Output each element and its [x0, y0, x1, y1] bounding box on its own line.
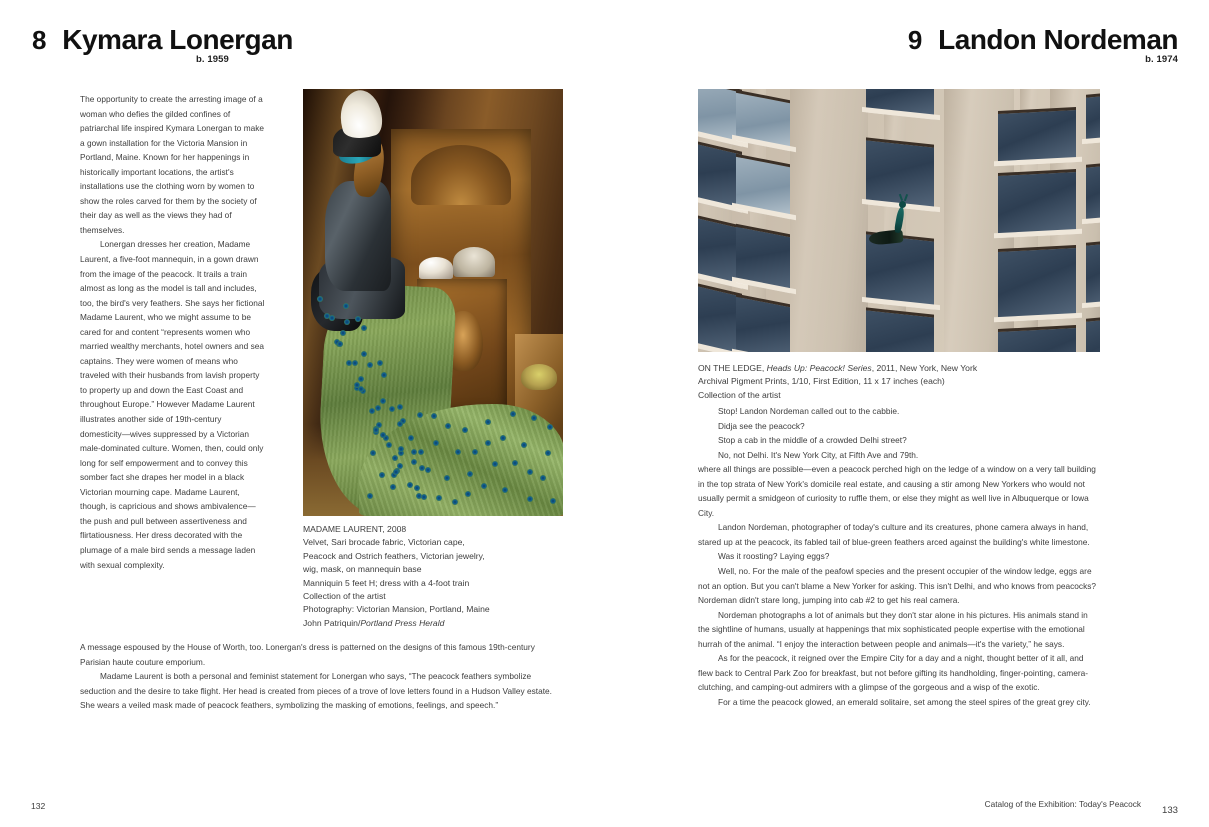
caption-title-rest: , 2011, New York, New York — [871, 363, 978, 373]
caption-line: Peacock and Ostrich feathers, Victorian jewelry, — [303, 550, 485, 561]
right-paragraph: No, not Delhi. It's New York City, at Fifth Ave and 79th. — [718, 449, 919, 460]
caption-line: Collection of the artist — [303, 591, 386, 602]
credit-publication: Portland Press Herald — [360, 617, 445, 628]
caption-credit-line — [303, 617, 563, 630]
left-paragraph-2: Lonergan dresses her creation, Madame Laurent, a five-foot mannequin, in a gown drawn from the image of the peacock. It trails a train almost as long as the model is tall and includes, too, the bird's very feathers. She says her fictional Madame Laurent, who we might assume to be cared for and content “represents women who married wealthy merchants, hotel owners and sea captains. They were women of means who traveled with their husbands from lavish property to property up and down the East Coast and throughout Europe.” However Madame Laurent illustrates another side of 19th-century domesticity—wives suppressed by a Victorian male-dominated culture. Women, then, could only long for self empowerment and to convey this somber fact she drapes her model in a black Victorian mourning cape. Madame Laurent, though, is capricious and shows ambivalence—the push and pull between assertiveness and flirtatiousness. Her dress decorated with the plumage of a male bird sends a message laden with sexual complexity. — [80, 239, 265, 570]
right-artist-name: Landon Nordeman — [938, 24, 1178, 55]
right-paragraph: Well, no. For the male of the peafowl species and the present occupier of the window ledge, eggs are not an option. But you can't blame a New Yorker for asking. This isn't Delhi, and who knows from peacocks? Nordeman didn't stare long, jumping into cab #2 to get his real camera. — [698, 566, 1097, 606]
credit-photographer: John Patriquin/ — [303, 617, 361, 628]
madame-laurent-photograph — [303, 89, 563, 516]
caption-line: Collection of the artist — [698, 389, 781, 400]
right-body-column — [698, 404, 1098, 709]
left-artist-birth-year: b. 1959 — [196, 54, 229, 65]
caption-line: wig, mask, on mannequin base — [303, 564, 422, 575]
left-wide-paragraph-1: A message espoused by the House of Worth, too. Lonergan's dress is patterned on the designs of this famous 19th-century Parisian haute couture emporium. — [80, 642, 535, 667]
caption-line: Archival Pigment Prints, 1/10, First Edition, 11 x 17 inches (each) — [698, 376, 945, 387]
caption-title: ON THE LEDGE, — [698, 363, 767, 373]
left-photo-caption — [303, 523, 563, 630]
right-paragraph: For a time the peacock glowed, an emerald solitaire, set among the steel spires of the great grey city. — [718, 696, 1091, 707]
right-photo-caption — [698, 362, 1102, 402]
on-the-ledge-photograph — [698, 89, 1100, 352]
left-paragraph-1: The opportunity to create the arresting image of a woman who defies the gilded confines of patriarchal life inspired Kymara Lonergan to make a gown installation for the Victoria Mansion in Portland, Maine. Known for her happenings in historically important locations, the artist's installations use the clothing worn by women to show the roles carved for them by the society of their day as well as the views they had of themselves. — [80, 94, 265, 235]
left-artist-name: Kymara Lonergan — [62, 24, 293, 55]
right-paragraph: Was it roosting? Laying eggs? — [718, 551, 830, 562]
caption-line: Velvet, Sari brocade fabric, Victorian cape, — [303, 537, 465, 548]
caption-series: Heads Up: Peacock! Series — [766, 363, 872, 373]
right-paragraph: where all things are possible—even a peacock perched high on the ledge of a window on a very tall building in the top strata of New York's domicile real estate, and causing a stir among New Yorkers who would not usually permit a smidgeon of curiosity to ruffle them, or else they might as well live in Albuquerque or Iowa City. — [698, 464, 1096, 518]
left-artist-number: 8 — [32, 25, 47, 55]
right-paragraph: Landon Nordeman, photographer of today's culture and its creatures, phone camera always in hand, stared up at the peacock, its fabled tail of blue-green feathers arced against the building's white limestone. — [698, 522, 1090, 547]
caption-line: MADAME LAURENT, 2008 — [303, 524, 407, 534]
right-artist-birth-year: b. 1974 — [1145, 54, 1178, 65]
left-page-number: 132 — [31, 801, 46, 811]
running-head: Catalog of the Exhibition: Today's Peacock — [984, 799, 1141, 809]
right-paragraph: Stop! Landon Nordeman called out to the cabbie. — [718, 406, 900, 416]
left-wide-column — [80, 640, 555, 713]
left-narrow-column — [80, 92, 265, 572]
caption-line: Photography: Victorian Mansion, Portland, Maine — [303, 604, 490, 615]
left-wide-paragraph-2: Madame Laurent is both a personal and feminist statement for Lonergan who says, “The peacock feathers symbolize seduction and the desire to take flight. Her head is created from pieces of a trove of love letters found in a Hudson Valley estate. She wears a veiled mask made of peacock feathers, symbolizing the masking of emotions, feelings, and speech.” — [80, 671, 552, 711]
right-page-heading — [908, 24, 1178, 56]
right-paragraph: Didja see the peacock? — [718, 420, 805, 431]
right-page-number: 133 — [1161, 805, 1178, 816]
caption-line: Manniquin 5 feet H; dress with a 4-foot train — [303, 577, 470, 588]
right-paragraph: Nordeman photographs a lot of animals but they don't star alone in his pictures. His animals stand in the sightline of humans, usually at happenings that mix sophisticated people expertise with the emotional hurrah of the animal. “I enjoy the interaction between people and animals—it's the variety,” he says. — [698, 609, 1088, 649]
caption-title-line — [698, 362, 1102, 375]
left-page-heading — [32, 24, 293, 56]
right-paragraph: Stop a cab in the middle of a crowded Delhi street? — [718, 435, 907, 446]
right-artist-number: 9 — [907, 25, 923, 55]
right-paragraph: As for the peacock, it reigned over the Empire City for a day and a night, thought better of it all, and flew back to Central Park Zoo for breakfast, but not before gifting its handholding, finger-pointing, camera-clutching, and camping-out admirers with a glimpse of the gorgeous and a wisp of the exotic. — [698, 653, 1089, 693]
